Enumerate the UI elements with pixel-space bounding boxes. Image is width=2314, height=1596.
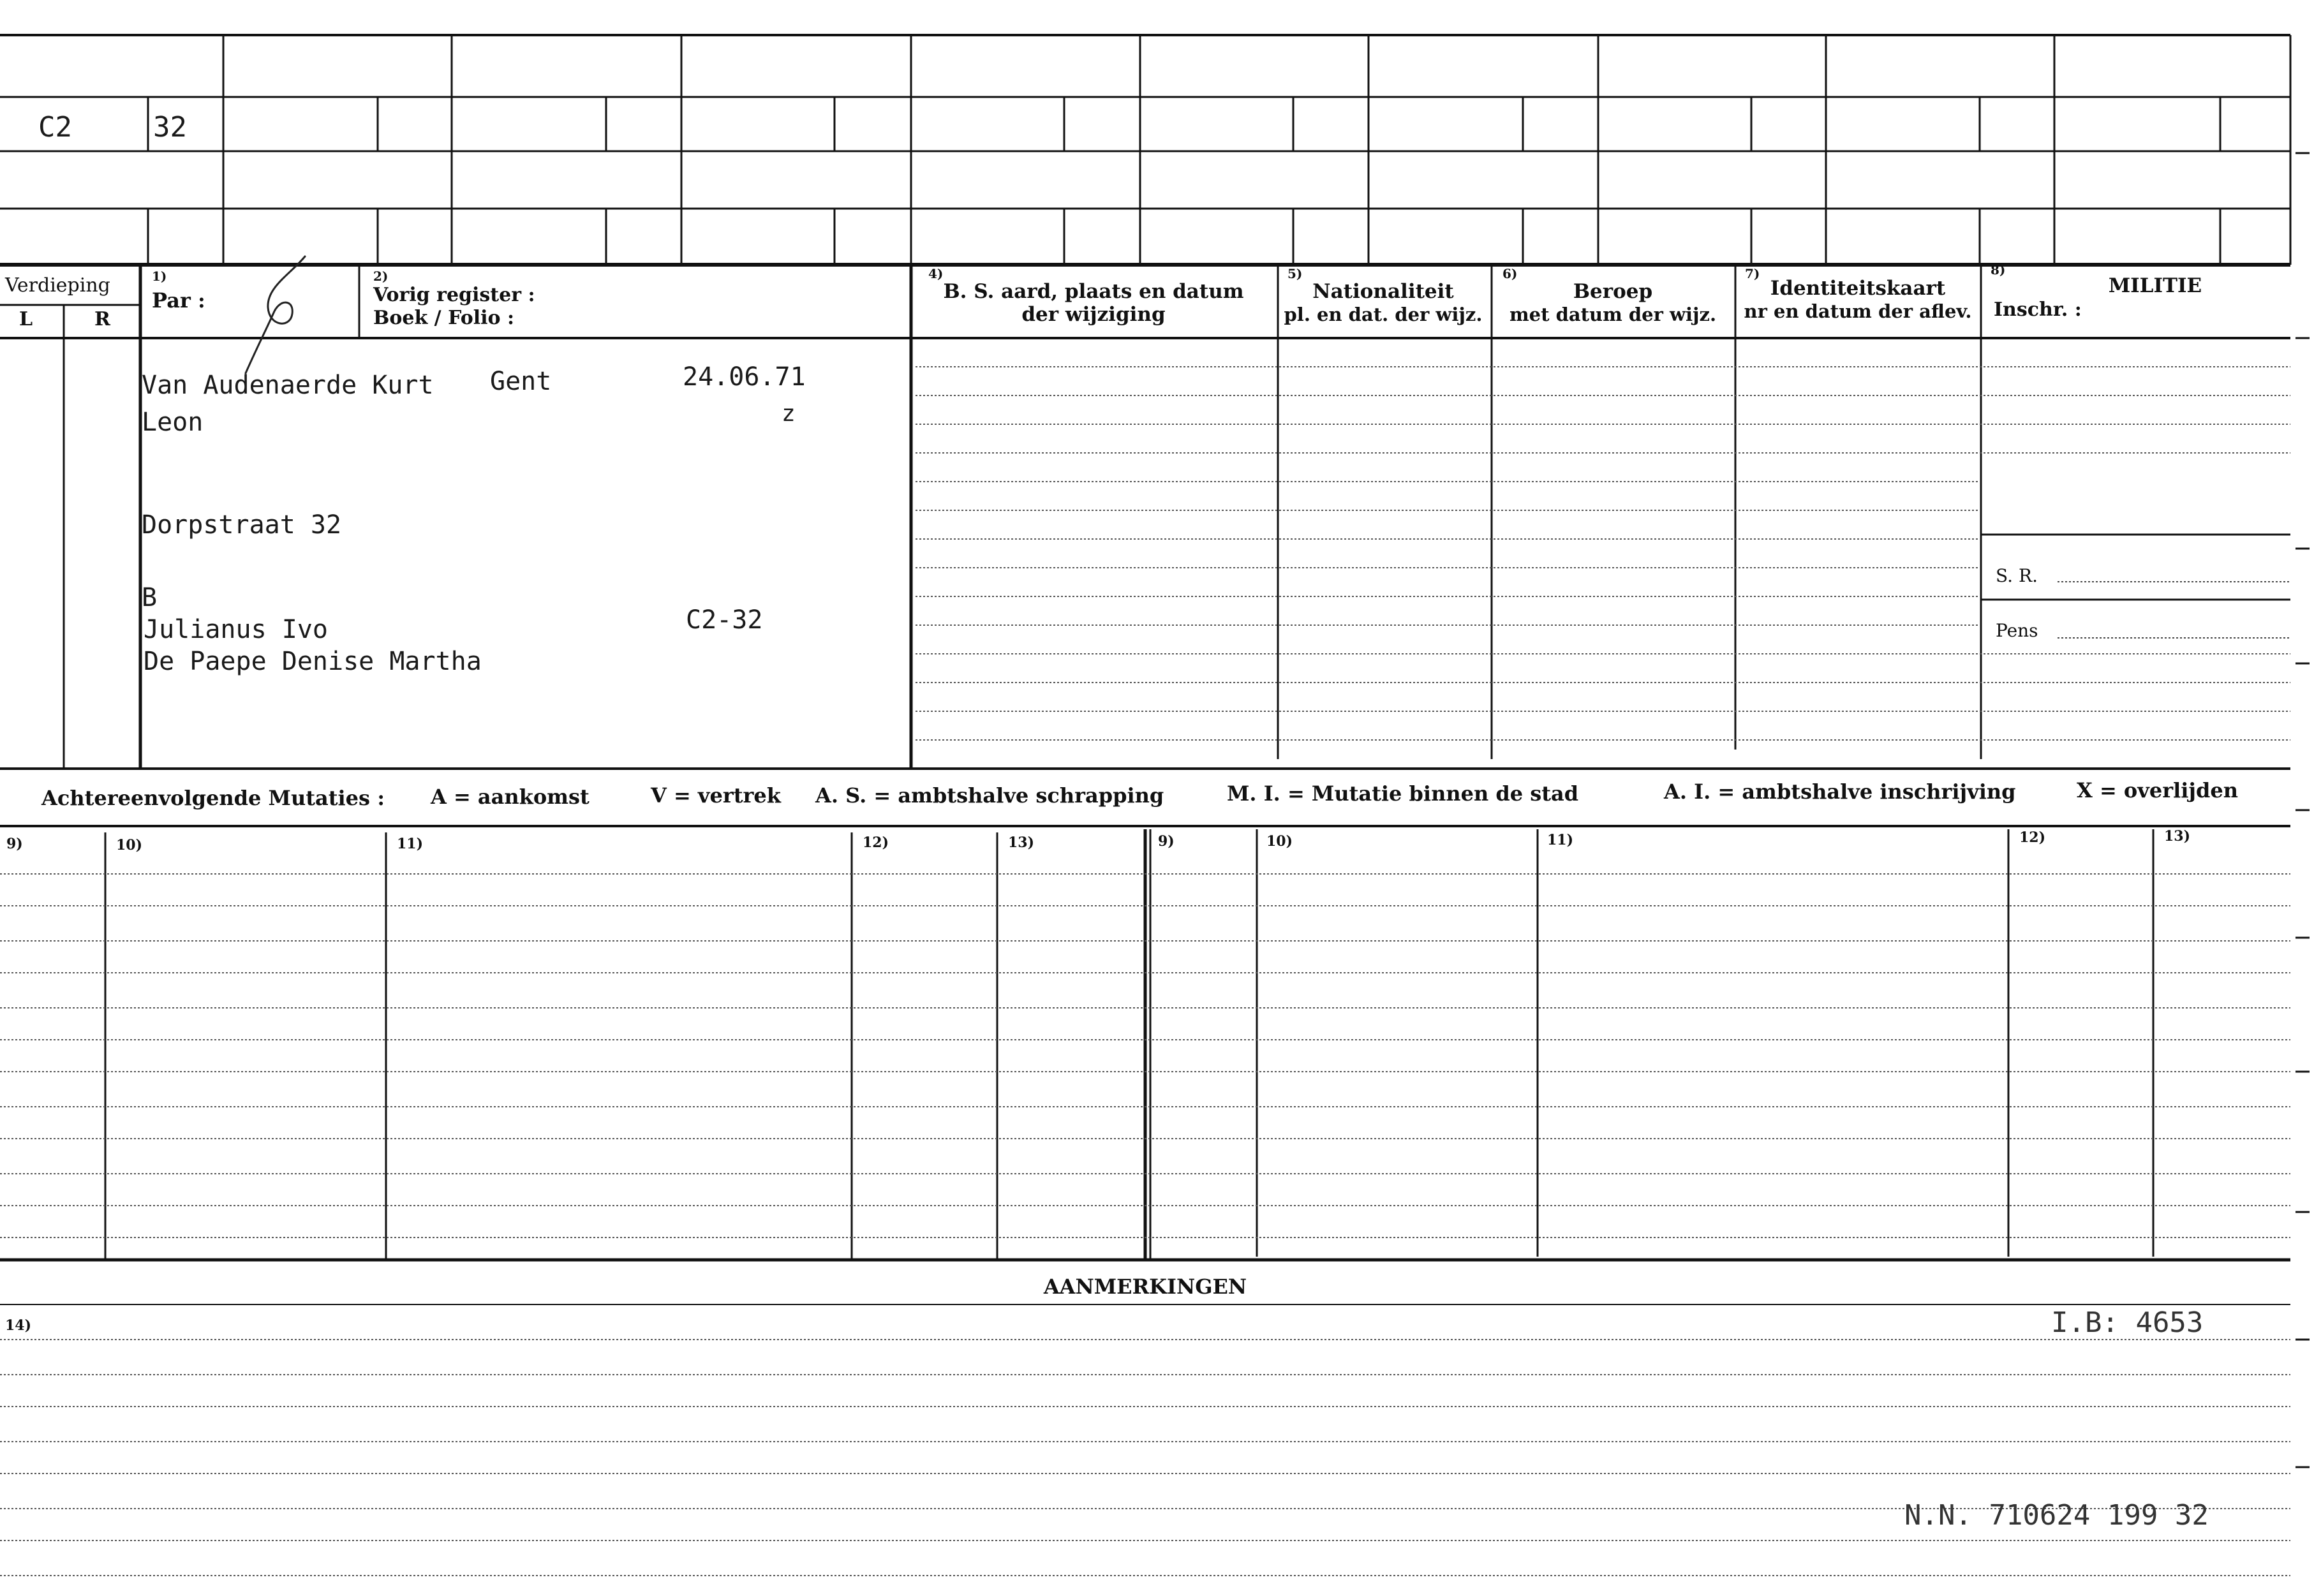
- nationaliteit-title: Nationaliteit: [1312, 280, 1454, 303]
- pens-label: Pens: [1996, 620, 2038, 641]
- militie-title: MILITIE: [2108, 274, 2202, 297]
- remarks-title: AANMERKINGEN: [1043, 1275, 1247, 1299]
- col4-title: B. S. aard, plaats en datum: [943, 280, 1244, 303]
- inschr-label: Inschr. :: [1994, 299, 2082, 321]
- person-name: Van Audenaerde Kurt: [142, 371, 434, 400]
- legend-title: Achtereenvolgende Mutaties :: [41, 786, 385, 810]
- person-mark: z: [782, 401, 796, 427]
- remarks-col-14: 14): [5, 1317, 32, 1334]
- col7-number: 7): [1745, 266, 1760, 281]
- legend-vertrek: V = vertrek: [651, 783, 781, 808]
- boek-folio-label: Boek / Folio :: [373, 307, 515, 329]
- mutation-right-col-13: 13): [2164, 828, 2191, 845]
- col1-number: 1): [152, 269, 167, 284]
- beroep-title: Beroep: [1573, 280, 1653, 303]
- top-grid-number: 32: [153, 111, 187, 144]
- col4-subtitle: der wijziging: [1021, 303, 1166, 326]
- person-b-line: B: [142, 583, 158, 612]
- mutation-left-col-12: 12): [863, 834, 889, 851]
- top-grid-code: C2: [38, 111, 72, 144]
- person-name-line2: Leon: [142, 408, 204, 437]
- verdieping-right: R: [94, 308, 110, 330]
- col2-number: 2): [373, 269, 389, 284]
- legend-ambtshalve-inschrijving: A. I. = ambtshalve inschrijving: [1664, 780, 2016, 804]
- mutation-left-col-10: 10): [116, 837, 143, 853]
- mutation-left-col-13: 13): [1008, 834, 1035, 851]
- person-birthdate: 24.06.71: [683, 362, 806, 392]
- mutation-right-col-12: 12): [2019, 829, 2046, 846]
- mutation-left-col-11: 11): [397, 836, 424, 852]
- mutation-right-col-11: 11): [1547, 832, 1574, 848]
- verdieping-label: Verdieping: [5, 274, 110, 297]
- par-label: Par :: [152, 288, 205, 313]
- nationaliteit-subtitle: pl. en dat. der wijz.: [1284, 304, 1483, 325]
- beroep-subtitle: met datum der wijz.: [1509, 304, 1717, 325]
- verdieping-left: L: [19, 308, 33, 330]
- col8-number: 8): [1991, 262, 2006, 277]
- identiteitskaart-title: Identiteitskaart: [1770, 277, 1946, 300]
- legend-mutatie-binnen-stad: M. I. = Mutatie binnen de stad: [1227, 781, 1579, 806]
- identiteitskaart-subtitle: nr en datum der aflev.: [1744, 300, 1972, 322]
- person-birthplace: Gent: [490, 367, 552, 396]
- vorig-register-label: Vorig register :: [373, 284, 535, 306]
- person-register-ref: C2-32: [686, 605, 763, 635]
- mutation-left-col-9: 9): [6, 836, 23, 852]
- mutation-right-col-9: 9): [1158, 833, 1175, 850]
- person-mother: De Paepe Denise Martha: [144, 647, 482, 676]
- sr-label: S. R.: [1996, 565, 2038, 586]
- person-street: Dorpstraat 32: [142, 510, 342, 540]
- ib-number: I.B: 4653: [2051, 1306, 2204, 1339]
- mutation-right-col-10: 10): [1266, 833, 1293, 850]
- person-father: Julianus Ivo: [144, 615, 328, 644]
- legend-aankomst: A = aankomst: [431, 785, 590, 809]
- legend-overlijden: X = overlijden: [2077, 778, 2238, 802]
- col6-number: 6): [1502, 266, 1518, 281]
- national-number: N.N. 710624 199 32: [1904, 1499, 2209, 1532]
- col4-number: 4): [928, 266, 944, 281]
- col5-number: 5): [1287, 266, 1303, 281]
- legend-ambtshalve-schrapping: A. S. = ambtshalve schrapping: [815, 783, 1164, 808]
